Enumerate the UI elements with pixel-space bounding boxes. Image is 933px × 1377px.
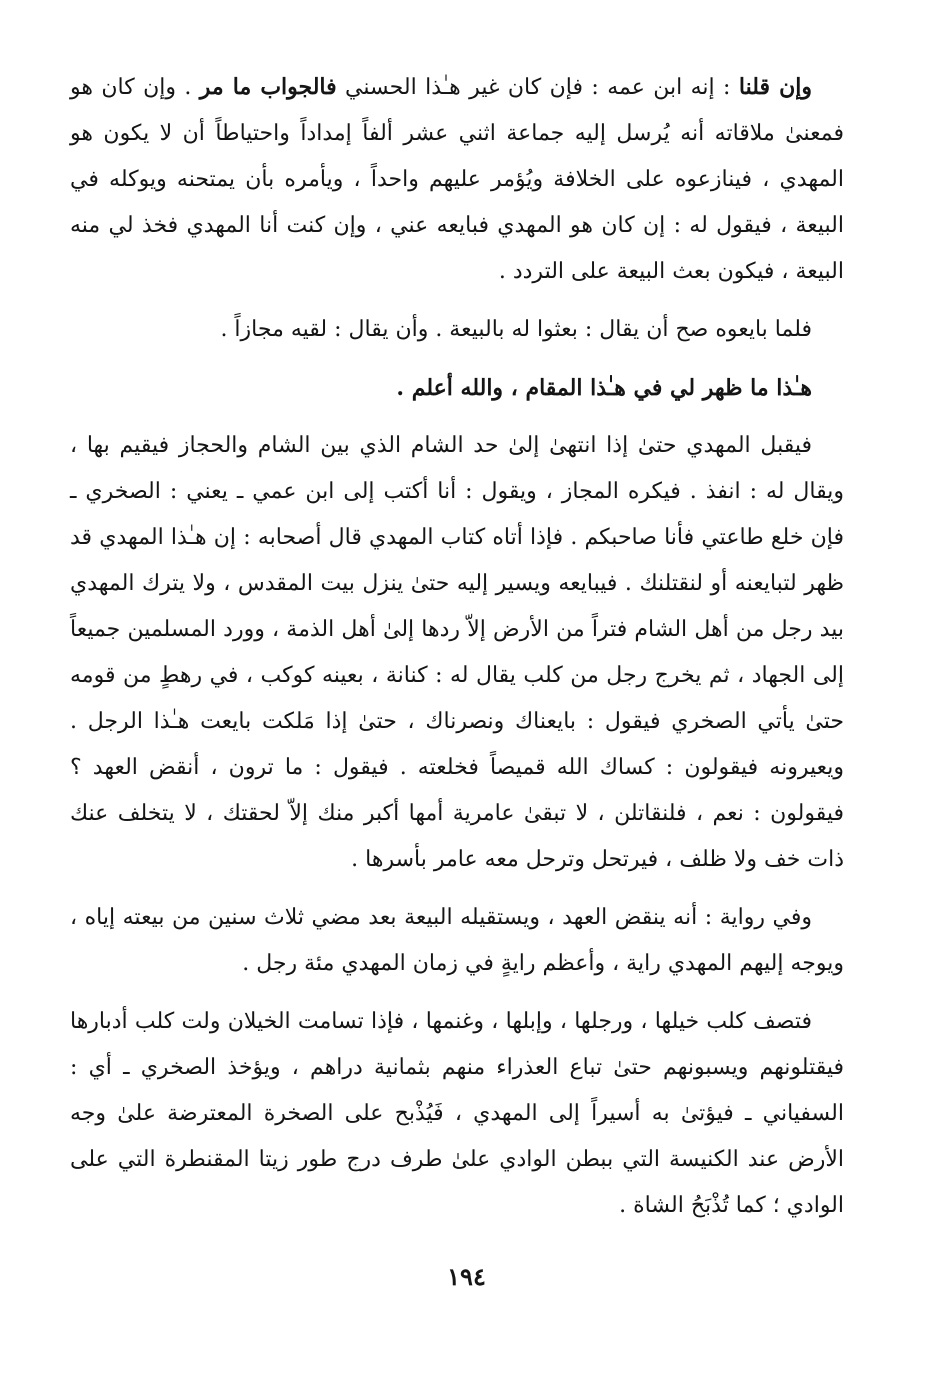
conclusion-heading: هـٰذا ما ظهر لي في هـٰذا المقام ، والله أعلم .	[396, 375, 812, 401]
paragraph-1-segment-2: . وإن كان هو فمعنىٰ ملاقاته أنه يُرسل إليه جماعة اثني عشر ألفاً إمداداً واحتياطاً أن لا يكون هو المهدي ، فينازعوه على الخلافة ويُؤمر عليهم واحداً ، ويأمره بأن يمتحنه ويوكله في البيعة ، فيقول له : إن كان هو المهدي فبايعه عني ، وإن كنت أنا المهدي فخذ لي منه البيعة ، فيكون بعث البيعة على التردد .	[70, 75, 844, 284]
paragraph-5: وفي رواية : أنه ينقض العهد ، ويستقيله البيعة بعد مضي ثلاث سنين من بيعته إياه ، ويوجه إليهم المهدي راية ، وأعظم رايةٍ في زمان المهدي مئة رجل .	[70, 905, 844, 976]
lead-phrase: وإن قلنا	[738, 74, 812, 100]
answer-phrase: فالجواب ما مر	[199, 74, 337, 100]
book-page	[70, 64, 844, 1324]
page-number: ١٩٤	[447, 1262, 486, 1291]
paragraph-6: فتصف كلب خيلها ، ورجلها ، وإبلها ، وغنمها ، فإذا تسامت الخيلان ولت كلب أدبارها فيقتلونهم ويسبونهم حتىٰ تباع العذراء منهم بثمانية دراهم ، ويؤخذ الصخري ـ أي : السفياني ـ فيؤتىٰ به أسيراً إلى المهدي ، فَيُذْبح على الصخرة المعترضة علىٰ وجه الأرض عند الكنيسة التي ببطن الوادي علىٰ طرف درج طور زيتا المقنطرة التي على الوادي ؛ كما تُذْبَحُ الشاة .	[70, 1009, 844, 1218]
paragraph-1-segment-1: : إنه ابن عمه : فإن كان غير هـٰذا الحسني	[336, 75, 739, 100]
paragraph-1	[70, 64, 844, 295]
paragraph-4: فيقبل المهدي حتىٰ إذا انتهىٰ إلىٰ حد الشام الذي بين الشام والحجاز فيقيم بها ، ويقال له : انفذ . فيكره المجاز ، ويقول : أنا أكتب إلى ابن عمي ـ يعني : الصخري ـ فإن خلع طاعتي فأنا صاحبكم . فإذا أتاه كتاب المهدي قال أصحابه : إن هـٰذا المهدي قد ظهر لتبايعنه أو لنقتلنك . فيبايعه ويسير إليه حتىٰ ينزل بيت المقدس ، ولا يترك المهدي بيد رجل من أهل الشام فتراً من الأرض إلاّ ردها إلىٰ أهل الذمة ، وورد المسلمين جميعاً إلى الجهاد ، ثم يخرج رجل من كلب يقال له : كنانة ، بعينه كوكب ، في رهطٍ من قومه حتىٰ يأتي الصخري فيقول : بايعناك ونصرناك ، حتىٰ إذا مَلكت بايعت هـٰذا الرجل . ويعيرونه فيقولون : كساك الله قميصاً فخلعته . فيقول : ما ترون ، أنقض العهد ؟ فيقولون : نعم ، فلنقاتلن ، لا تبقىٰ عامرية أمها أكبر منك إلاّ لحقتك ، لا يتخلف عنك ذات خف ولا ظلف ، فيرتحل وترحل معه عامر بأسرها .	[70, 433, 844, 872]
paragraph-2: فلما بايعوه صح أن يقال : بعثوا له بالبيعة . وأن يقال : لقيه مجازاً .	[220, 317, 812, 342]
